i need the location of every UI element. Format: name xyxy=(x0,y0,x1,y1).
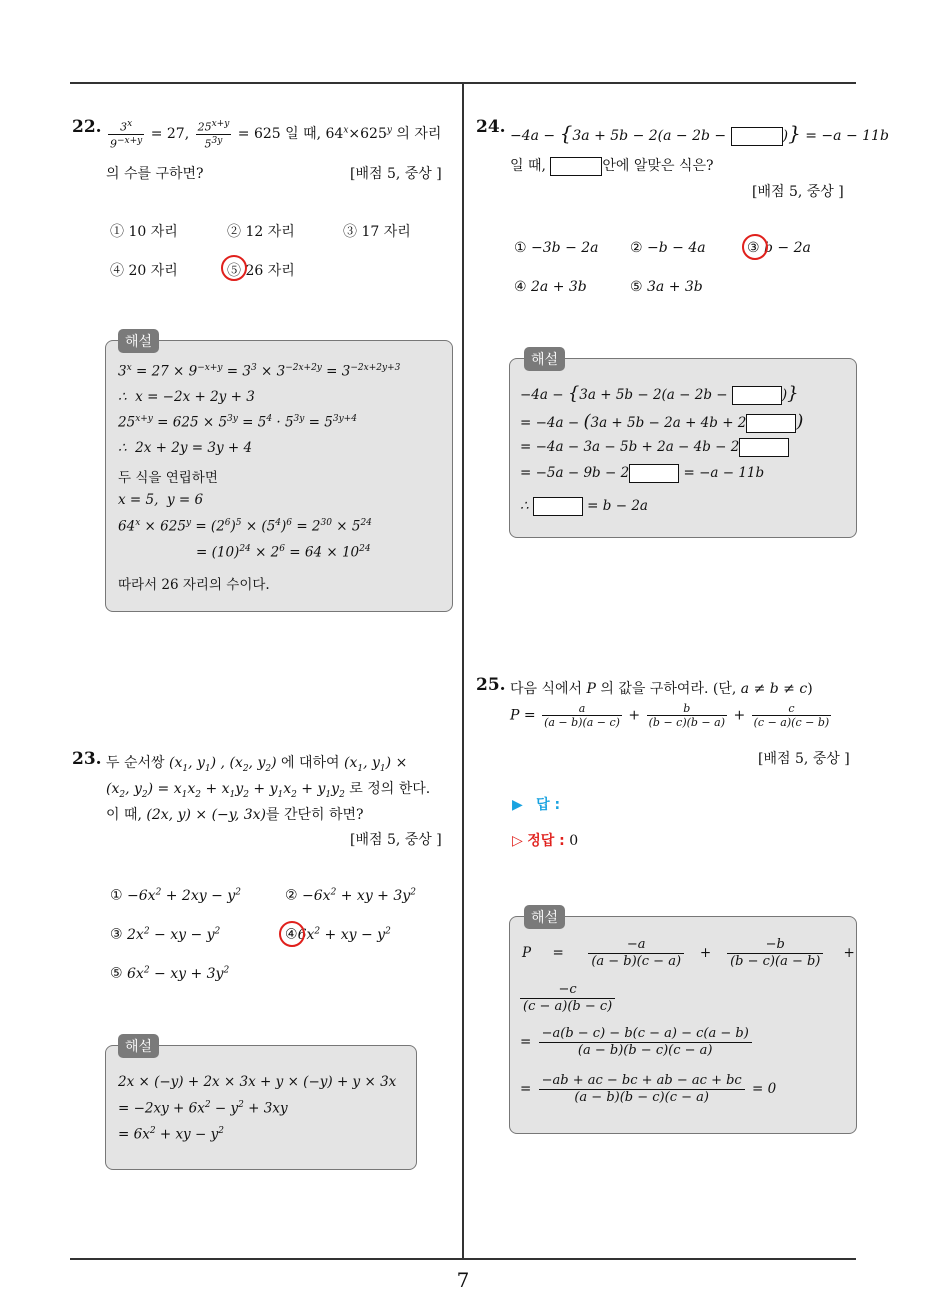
q25-exp-line3: = $\frac{-a(b - c) - b(c - a) - c(a - b)}{(a - b)(b - c)(c - a)}$ xyxy=(520,1026,755,1059)
q22-answer-mark xyxy=(221,255,247,281)
q22-choice-5[interactable]: ⑤ 26 자리 xyxy=(227,263,295,279)
q23-stem2b: 로 정의 한다. xyxy=(349,781,431,797)
q22-stem-line1: $\frac{3^x}{9^{-x+y}}$ = 27, $\frac{25^{x+y}}{5^{3y}}$ = 625 일 때, $64^x\times 625^y$ 의 자리 xyxy=(110,119,442,151)
q23-score: [배점 5, 중상 ] xyxy=(350,832,442,848)
q24-choice-2[interactable]: ② −b − 4a xyxy=(630,240,706,256)
q24-stem2a: 일 때, xyxy=(510,158,546,174)
q22-choice-1[interactable]: ① 10 자리 xyxy=(110,224,178,240)
q22-explanation-tag: 해설 xyxy=(118,329,159,353)
q24-score: [배점 5, 중상 ] xyxy=(752,184,844,200)
q24-choice-5[interactable]: ⑤ 3a + 3b xyxy=(630,279,703,295)
q25-exp-line1: P = $\frac{-a}{(a - b)(c - a)}$ + $\frac{-b}{(b - c)(a - b)}$ + xyxy=(522,937,855,969)
q22-exp-line1: $3^x = 27 \times 9^{-x+y} = 3^3 \times 3^{-2x+2y} = 3^{-2x+2y+3}$ xyxy=(118,363,401,380)
q25-answer-label: 답 : xyxy=(536,797,561,813)
q23-exp-line1: 2x × (−y) + 2x × 3x + y × (−y) + y × 3x xyxy=(118,1074,397,1090)
q24-exp-line5: ∴ = b − 2a xyxy=(520,498,648,514)
q24-exp-line4: = −5a − 9b − 2 = −a − 11b xyxy=(520,465,765,481)
q23-choice-5[interactable]: ⑤ $6x^2$ − xy + $3y^2$ xyxy=(110,965,230,982)
q24-exp-box-3 xyxy=(739,438,789,457)
q23-stem1b: 에 대하여 xyxy=(281,755,340,771)
q23-answer-mark xyxy=(279,921,305,947)
q23-choice-1[interactable]: ① $-6x^2 + 2xy - y^2$ xyxy=(110,887,241,904)
q25-stem: 다음 식에서 P 의 값을 구하여라. (단, a ≠ b ≠ c) xyxy=(510,681,813,697)
q23-stem1a: 두 순서쌍 xyxy=(106,755,165,771)
q23-number: 23. xyxy=(72,749,102,769)
q24-explanation-tag: 해설 xyxy=(524,347,565,371)
q25-stem-a: 다음 식에서 xyxy=(510,681,583,697)
q23-exp-line3: = $6x^2$ + xy − $y^2$ xyxy=(118,1126,224,1143)
q22-choice-4[interactable]: ④ 20 자리 xyxy=(110,263,178,279)
q24-exp-line1: −4a − {3a + 5b − 2(a − 2b − )} xyxy=(520,383,799,404)
page-number: 7 xyxy=(456,1268,470,1292)
q22-exp-line9: 따라서 26 자리의 수이다. xyxy=(118,577,270,593)
q24-number: 24. xyxy=(476,117,506,137)
q24-stem-line1: −4a − {3a + 5b − 2(a − 2b − )} = −a − 11b xyxy=(510,121,889,145)
q22-exp-line5: 두 식을 연립하면 xyxy=(118,470,218,486)
q22-stem-line2: 의 수를 구하면? xyxy=(106,166,204,182)
outline-play-icon: ▷ xyxy=(512,833,523,849)
q24-exp-box-2 xyxy=(746,414,796,433)
q25-exp-line2: $\frac{-c}{(c - a)(b - c)}$ xyxy=(520,982,615,1015)
q24-blank-box-2 xyxy=(550,157,602,176)
q23-stem-line1: 두 순서쌍 ($x_1$, $y_1$) , ($x_2$, $y_2$) 에 대하여 ($x_1$, $y_1$) × xyxy=(106,755,408,774)
q24-choice-4-num: ④ xyxy=(514,279,527,295)
q25-answer-row xyxy=(512,794,560,814)
q24-choice-4[interactable]: ④ 2a + 3b xyxy=(514,279,587,295)
q22-exp-line6: x = 5, y = 6 xyxy=(118,492,204,508)
q25-stem-b: 의 값을 구하여라. (단, xyxy=(600,681,737,697)
q24-blank-box xyxy=(731,127,783,146)
q24-stem-line2 xyxy=(510,155,713,176)
q23-stem-line3: 이 때, (2x, y) × (−y, 3x)를 간단히 하면? xyxy=(106,807,364,823)
q23-choice-5-num: ⑤ xyxy=(110,965,123,982)
q24-choice-3-num: ③ xyxy=(747,240,760,256)
q25-correct-row xyxy=(512,830,578,850)
q23-choice-2-num: ② xyxy=(285,887,298,904)
q24-exp-line2: = −4a − (3a + 5b − 2a + 4b + 2 ) xyxy=(520,411,804,432)
q23-choice-2[interactable]: ② $-6x^2$ + xy + $3y^2$ xyxy=(285,887,416,904)
q25-score: [배점 5, 중상 ] xyxy=(758,751,850,767)
q24-exp-box-5 xyxy=(533,497,583,516)
q22-number: 22. xyxy=(72,117,102,137)
q24-choice-5-num: ⑤ xyxy=(630,279,643,295)
q24-choice-3[interactable]: ③ b − 2a xyxy=(747,240,811,256)
q25-equation: P = $\frac{a}{(a - b)(a - c)}$ + $\frac{b}{(b - c)(b - a)}$ + $\frac{c}{(c - a)(c - b)}$ xyxy=(510,702,830,729)
q24-choice-2-num: ② xyxy=(630,240,643,256)
q25-exp-line4: = $\frac{-ab + ac - bc + ab - ac + bc}{(a - b)(b - c)(c - a)}$ = 0 xyxy=(520,1073,777,1105)
q22-choice-3[interactable]: ③ 17 자리 xyxy=(343,224,411,240)
q23-stem-line2: ($x_2$, $y_2) = x_1x_2 + x_1y_2 + y_1x_2 + y_1y_2$ 로 정의 한다. xyxy=(106,781,431,800)
q22-exp-line8: = $(10)^{24} \times 2^6 = 64 \times 10^{24}$ xyxy=(196,544,371,561)
q25-correct-label: 정답 : xyxy=(527,833,565,849)
q22-score: [배점 5, 중상 ] xyxy=(350,166,442,182)
q24-exp-line3: = −4a − 3a − 5b + 2a − 4b − 2 xyxy=(520,438,789,457)
q24-stem2b: 안에 알맞은 식은? xyxy=(602,158,714,174)
q23-choice-4-num: ④ xyxy=(285,926,298,943)
q22-stem-suffix: 의 자리 xyxy=(396,126,442,143)
q23-explanation-tag: 해설 xyxy=(118,1034,159,1058)
q24-exp-box-1 xyxy=(732,386,782,405)
q23-choice-3-num: ③ xyxy=(110,926,123,943)
q24-answer-mark xyxy=(742,234,768,260)
q22-choice-2[interactable]: ② 12 자리 xyxy=(227,224,295,240)
q23-choice-1-num: ① xyxy=(110,887,123,904)
q25-explanation-tag: 해설 xyxy=(524,905,565,929)
q22-exp-line3: $25^{x+y} = 625 \times 5^{3y} = 5^4 \cdot 5^{3y} = 5^{3y+4}$ xyxy=(118,414,357,431)
play-icon: ▶ xyxy=(512,797,523,813)
q24-choice-1-num: ① xyxy=(514,240,527,256)
q22-exp-line7: $64^x \times 625^y = (2^6)^5 \times (5^4)^6 = 2^{30} \times 5^{24}$ xyxy=(118,518,372,535)
q23-exp-line2: = $-2xy + 6x^2 - y^2 + 3xy$ xyxy=(118,1100,288,1117)
q23-stem3a: 이 때, xyxy=(106,807,142,823)
q24-exp-box-4 xyxy=(629,464,679,483)
q25-number: 25. xyxy=(476,675,506,695)
q22-exp-line4: ∴ 2x + 2y = 3y + 4 xyxy=(118,440,253,456)
q24-choice-1[interactable]: ① −3b − 2a xyxy=(514,240,599,256)
q23-stem3b: 를 간단히 하면? xyxy=(265,807,364,823)
q23-choice-4[interactable]: $④6x^2$ + xy − $y^2$ xyxy=(285,926,391,943)
column-divider xyxy=(462,83,464,1259)
q25-correct-value: 0 xyxy=(569,833,579,849)
q22-exp-line2: ∴ x = −2x + 2y + 3 xyxy=(118,389,255,405)
q23-choice-3[interactable]: ③ $2x^2$ − xy − $y^2$ xyxy=(110,926,221,943)
